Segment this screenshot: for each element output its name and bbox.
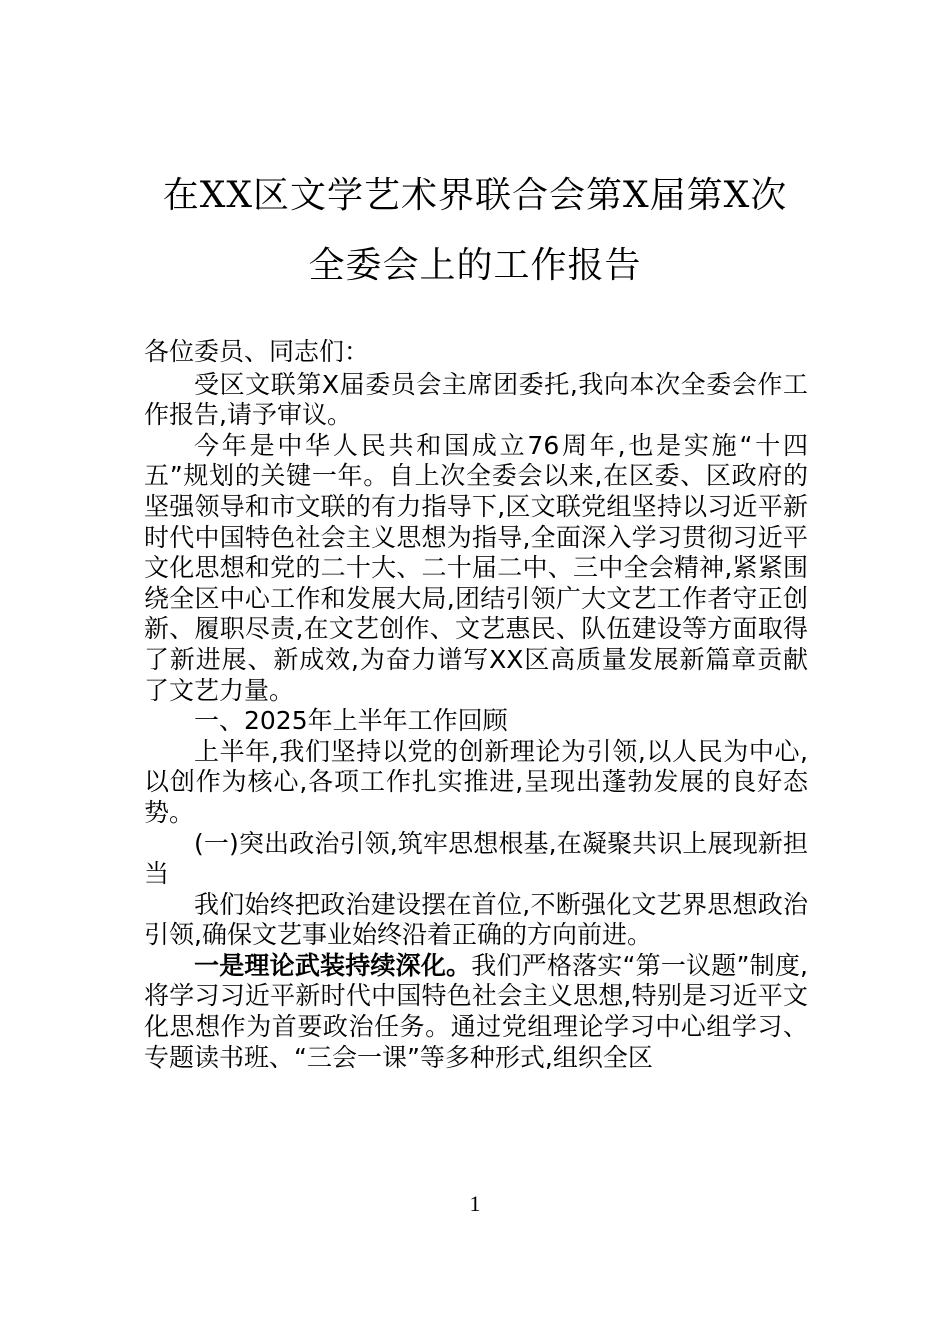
subsection-heading-political-guidance: (一)突出政治引领,筑牢思想根基,在凝聚共识上展现新担当 [144, 828, 808, 889]
paragraph-theory-study [144, 951, 808, 1073]
paragraph-commission: 受区文联第X届委员会主席团委托,我向本次全委会作工作报告,请予审议。 [144, 369, 808, 430]
salutation: 各位委员、同志们： [144, 337, 370, 366]
paragraph-theory-study-text: 我们严格落实“第一议题”制度,将学习习近平新时代中国特色社会主义思想,特别是习近平文化思想作为首要政治任务。通过党组理论学习中心组学习、专题读书班、“三会一课”等多种形式,组织全区 [144, 950, 808, 1072]
page-number: 1 [469, 1191, 481, 1216]
document-body [144, 337, 808, 1073]
paragraph-overview: 今年是中华人民共和国成立76周年,也是实施“十四五”规划的关键一年。自上次全委会以来,在区委、区政府的坚强领导和市文联的有力指导下,区文联党组坚持以习近平新时代中国特色社会主义思想为指导,全面深入学习贯彻习近平文化思想和党的二十大、二十届二中、三中全会精神,紧紧围绕全区中心工作和发展大局,团结引领广大文艺工作者守正创新、履职尽责,在文艺创作、文艺惠民、队伍建设等方面取得了新进展、新成效,为奋力谱写XX区高质量发展新篇章贡献了文艺力量。 [144, 430, 808, 705]
paragraph-political-building: 我们始终把政治建设摆在首位,不断强化文艺界思想政治引领,确保文艺事业始终沿着正确的方向前进。 [144, 889, 808, 950]
paragraph-theory-study-lead: 一是理论武装持续深化。 [194, 950, 472, 980]
document-title-line-2: 全委会上的工作报告 [308, 245, 642, 286]
section-heading-review: 一、2025年上半年工作回顾 [194, 706, 508, 736]
paragraph-first-half-summary: 上半年,我们坚持以党的创新理论为引领,以人民为中心,以创作为核心,各项工作扎实推进,呈现出蓬勃发展的良好态势。 [144, 736, 808, 827]
document-title-line-1: 在XX区文学艺术界联合会第X届第X次 [162, 175, 788, 216]
